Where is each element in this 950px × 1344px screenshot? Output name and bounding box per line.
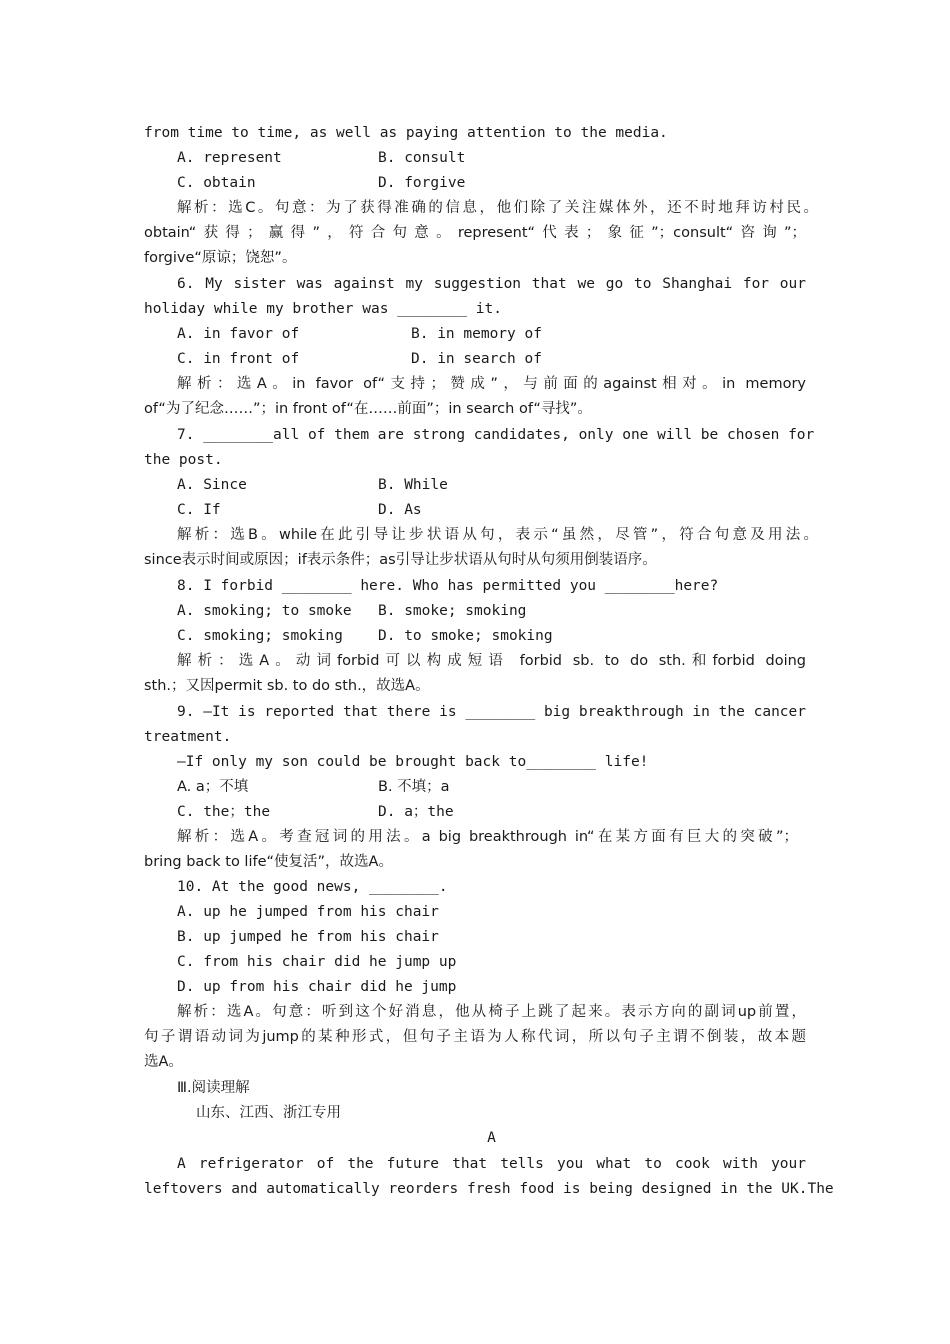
q6-option-d: D. in search of [411,351,542,367]
q5-stem-tail: from time to time, as well as paying attention to the media. [144,125,668,141]
q6-explanation-1: 解析：选A。in favor of“支持；赞成”，与前面的against相对。in memory [177,376,806,392]
q7-option-a: A. Since [177,477,247,493]
q6-stem-1: 6. My sister was against my suggestion that we go to Shanghai for our [177,276,806,292]
q10-explanation-3: 选A。 [144,1054,183,1070]
q9-option-b: B. 不填；a [378,779,450,795]
q6-explanation-2: of“为了纪念……”；in front of“在……前面”；in search of“寻找”。 [144,401,592,417]
q7-explanation-2: since表示时间或原因；if表示条件；as引导让步状语从句时从句须用倒装语序。 [144,552,657,568]
section-region: 山东、江西、浙江专用 [196,1105,341,1121]
q10-option-b: B. up jumped he from his chair [177,929,439,945]
q5-option-a: A. represent [177,150,282,166]
q6-stem-2: holiday while my brother was ________ it. [144,301,502,317]
q5-explanation-2: obtain“获得；赢得”，符合句意。represent“代表；象征”；consult“咨询”； [144,225,806,241]
q6-option-b: B. in memory of [411,326,542,342]
q7-stem-2: the post. [144,452,223,468]
q7-stem-1: 7. ________all of them are strong candidates, only one will be chosen for [177,427,815,443]
q9-option-d: D. a；the [378,804,454,820]
q8-option-c: C. smoking; smoking [177,628,343,644]
passage-label: A [487,1130,496,1146]
q10-stem-1: 10. At the good news, ________. [177,879,448,895]
q8-option-a: A. smoking; to smoke [177,603,352,619]
q8-option-b: B. smoke; smoking [378,603,527,619]
q8-explanation-1: 解析：选A。动词forbid可以构成短语 forbid sb. to do sth.和forbid doing [177,653,806,669]
q9-stem-3: —If only my son could be brought back to________ life! [177,754,649,770]
q7-option-b: B. While [378,477,448,493]
q10-option-a: A. up he jumped from his chair [177,904,439,920]
q10-explanation-1: 解析：选A。句意：听到这个好消息，他从椅子上跳了起来。表示方向的副词up前置， [177,1004,806,1020]
section-heading: Ⅲ.阅读理解 [177,1080,250,1096]
q9-stem-1: 9. —It is reported that there is ________ big breakthrough in the cancer [177,704,806,720]
q9-stem-2: treatment. [144,729,232,745]
q9-option-a: A. a；不填 [177,779,249,795]
q5-explanation-1: 解析：选C。句意：为了获得准确的信息，他们除了关注媒体外，还不时地拜访村民。 [177,200,818,216]
q10-explanation-2: 句子谓语动词为jump的某种形式，但句子主语为人称代词，所以句子主谓不倒装，故本题 [144,1029,806,1045]
q8-explanation-2: sth.；又因permit sb. to do sth.，故选A。 [144,678,430,694]
q9-option-c: C. the；the [177,804,271,820]
passage-line-1: A refrigerator of the future that tells you what to cook with your [177,1156,806,1172]
q5-option-b: B. consult [378,150,466,166]
q7-option-d: D. As [378,502,422,518]
q5-option-d: D. forgive [378,175,466,191]
q5-explanation-3: forgive“原谅；饶恕”。 [144,250,297,266]
q9-explanation-2: bring back to life“使复活”，故选A。 [144,854,393,870]
q8-stem-1: 8. I forbid ________ here. Who has permitted you ________here? [177,578,719,594]
q8-option-d: D. to smoke; smoking [378,628,553,644]
q10-option-c: C. from his chair did he jump up [177,954,457,970]
q7-option-c: C. If [177,502,221,518]
q5-option-c: C. obtain [177,175,256,191]
q6-option-a: A. in favor of [177,326,300,342]
q7-explanation-1: 解析：选B。while在此引导让步状语从句，表示“虽然，尽管”，符合句意及用法。 [177,527,818,543]
q10-option-d: D. up from his chair did he jump [177,979,457,995]
passage-line-2: leftovers and automatically reorders fresh food is being designed in the UK.The [144,1181,834,1197]
q6-option-c: C. in front of [177,351,300,367]
q9-explanation-1: 解析：选A。考查冠词的用法。a big breakthrough in“在某方面有巨大的突破”； [177,829,798,845]
